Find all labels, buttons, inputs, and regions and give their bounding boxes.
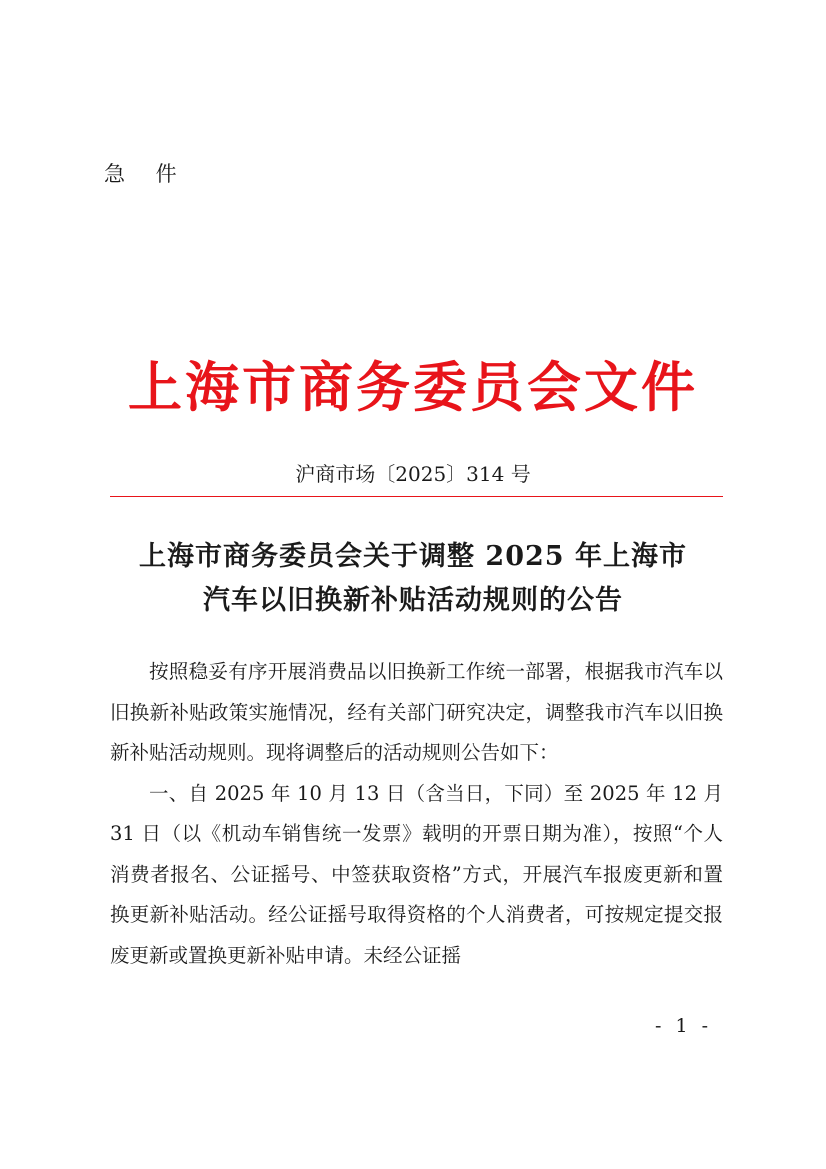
- masthead-title: 上海市商务委员会文件: [128, 355, 698, 419]
- body-paragraph-1: 按照稳妥有序开展消费品以旧换新工作统一部署，根据我市汽车以旧换新补贴政策实施情况，经有关部门研究决定，调整我市汽车以旧换新补贴活动规则。现将调整后的活动规则公告如下：: [110, 660, 723, 764]
- document-title-line-1: 上海市商务委员会关于调整 2025 年上海市: [139, 541, 687, 572]
- body-paragraph-2: 一、自 2025 年 10 月 13 日（含当日，下同）至 2025 年 12 月 31 日（以《机动车销售统一发票》载明的开票日期为准），按照“个人消费者报名、公证摇号、中签获取资格”方式，开展汽车报废更新和置换更新补贴活动。经公证摇号取得资格的个人消费者，可按规定提交报废更新或置换更新补贴申请。未经公证摇: [110, 781, 723, 967]
- document-body: [110, 652, 723, 976]
- urgency-label: 急 件: [104, 162, 189, 186]
- page-number: - 1 -: [655, 1015, 713, 1037]
- document-title-line-2: 汽车以旧换新补贴活动规则的公告: [203, 585, 623, 616]
- red-divider: [110, 496, 723, 497]
- document-title: [0, 535, 826, 623]
- document-number: 沪商市场〔2025〕314 号: [295, 462, 531, 486]
